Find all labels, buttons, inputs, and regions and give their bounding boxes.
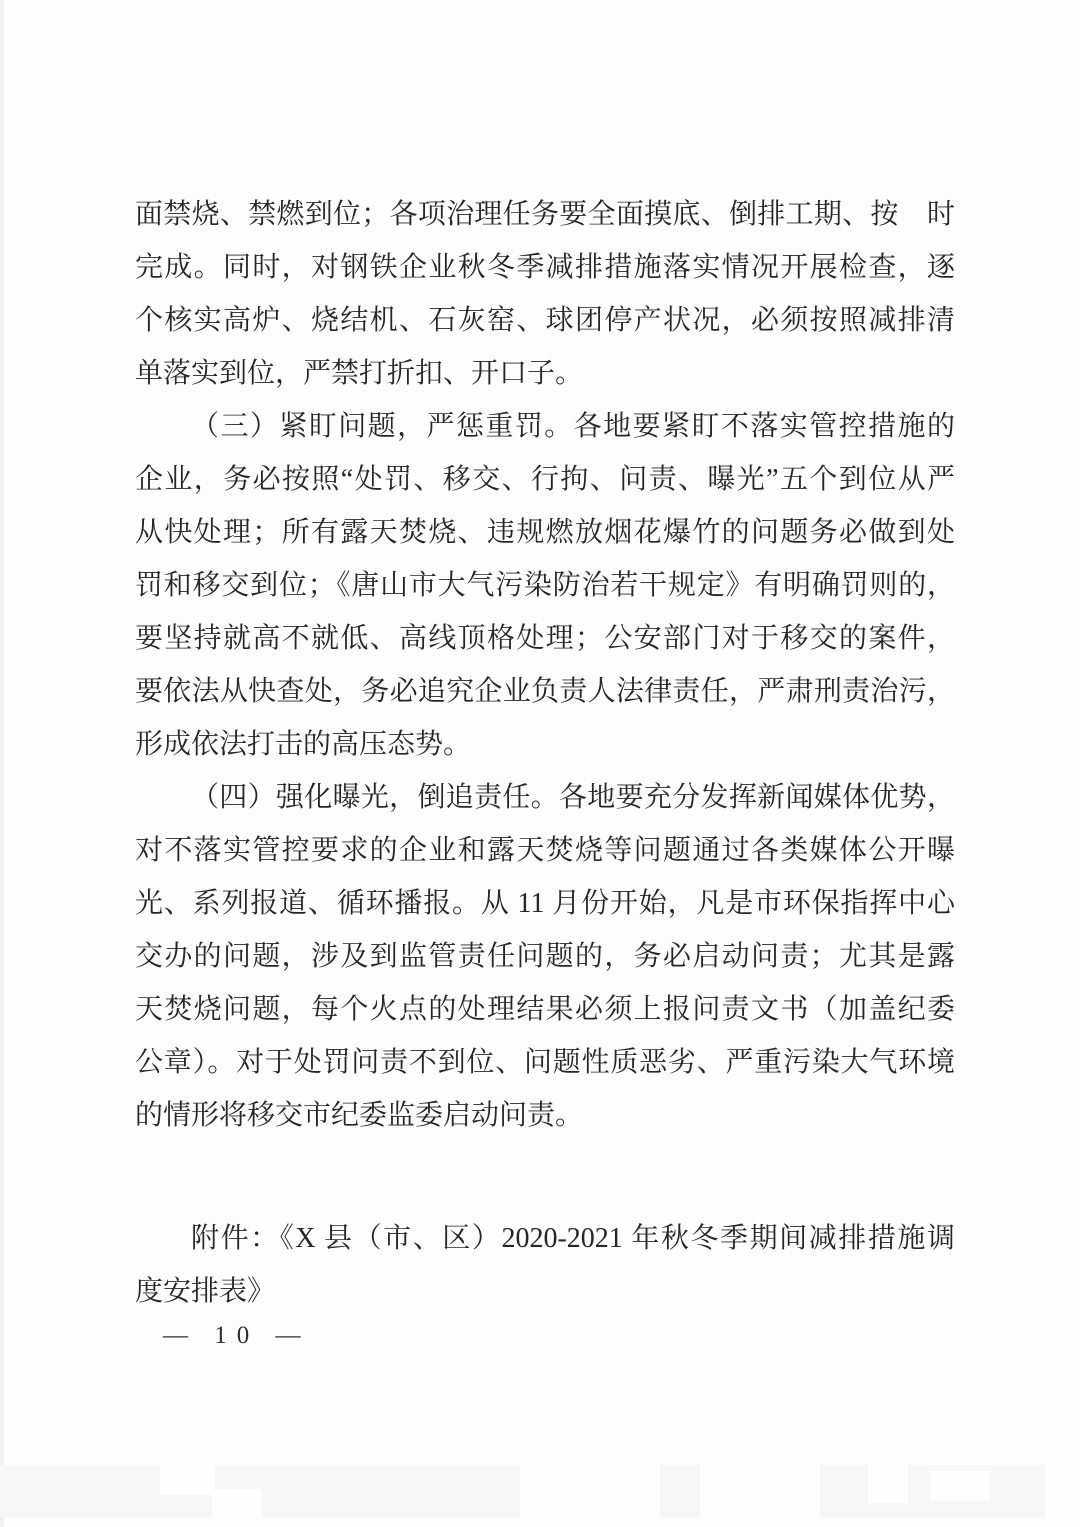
text-line: 天焚烧问题，每个火点的处理结果必须上报问责文书（加盖纪委 [135, 994, 955, 1025]
text-line: 公章）。对于处罚问责不到位、问题性质恶劣、严重污染大气环境 [135, 1047, 955, 1078]
text-line: 完成。同时，对钢铁企业秋冬季减排措施落实情况开展检查，逐 [135, 252, 955, 283]
text-line: 交办的问题，涉及到监管责任问题的，务必启动问责；尤其是露 [135, 941, 955, 972]
text-line: （四）强化曝光，倒追责任。各地要充分发挥新闻媒体优势， [191, 782, 955, 813]
paragraph-burning-ban-continuation [135, 188, 955, 400]
text-line: 要依法从快查处，务必追究企业负责人法律责任，严肃刑责治污， [135, 676, 955, 707]
text-line: 从快处理；所有露天焚烧、违规燃放烟花爆竹的问题务必做到处 [135, 517, 955, 548]
text-line: 单落实到位，严禁打折扣、开口子。 [135, 358, 584, 389]
scan-artifact [868, 1461, 908, 1503]
scan-artifact [930, 1471, 990, 1501]
text-line: 附件：《X 县（市、区）2020-2021 年秋冬季期间减排措施调 [191, 1223, 955, 1254]
text-line: 个核实高炉、烧结机、石灰窑、球团停产状况，必须按照减排清 [135, 305, 955, 336]
scan-artifact [160, 1465, 215, 1495]
scan-artifact [1045, 1457, 1080, 1517]
text-line: 的情形将移交市纪委监委启动问责。 [135, 1100, 584, 1131]
text-line: 企业，务必按照“处罚、移交、行拘、问责、曝光”五个到位从严 [135, 464, 955, 495]
scan-artifact [520, 1457, 660, 1517]
paragraph-four-exposure-accountability [135, 771, 955, 1142]
text-line: 形成依法打击的高压态势。 [135, 729, 472, 760]
text-line: （三）紧盯问题，严惩重罚。各地要紧盯不落实管控措施的 [191, 411, 955, 442]
scan-artifact [700, 1457, 820, 1517]
scan-artifact-band [0, 1465, 1080, 1517]
text-line: 度安排表》 [135, 1276, 276, 1307]
scan-artifact [212, 1489, 262, 1517]
paragraph-attachment [135, 1212, 955, 1318]
text-line: 对不落实管控要求的企业和露天焚烧等问题通过各类媒体公开曝 [135, 835, 955, 866]
text-line: 光、系列报道、循环播报。从 11 月份开始，凡是市环保指挥中心 [135, 888, 955, 919]
document-body [135, 188, 955, 1318]
text-line: 面禁烧、禁燃到位；各项治理任务要全面摸底、倒排工期、按 时 [135, 199, 955, 230]
text-line: 罚和移交到位；《唐山市大气污染防治若干规定》有明确罚则的， [135, 570, 955, 601]
page-number: — 10 — [163, 1322, 311, 1349]
paragraph-three-strict-punishment [135, 400, 955, 771]
text-line: 要坚持就高不就低、高线顶格处理；公安部门对于移交的案件， [135, 623, 955, 654]
